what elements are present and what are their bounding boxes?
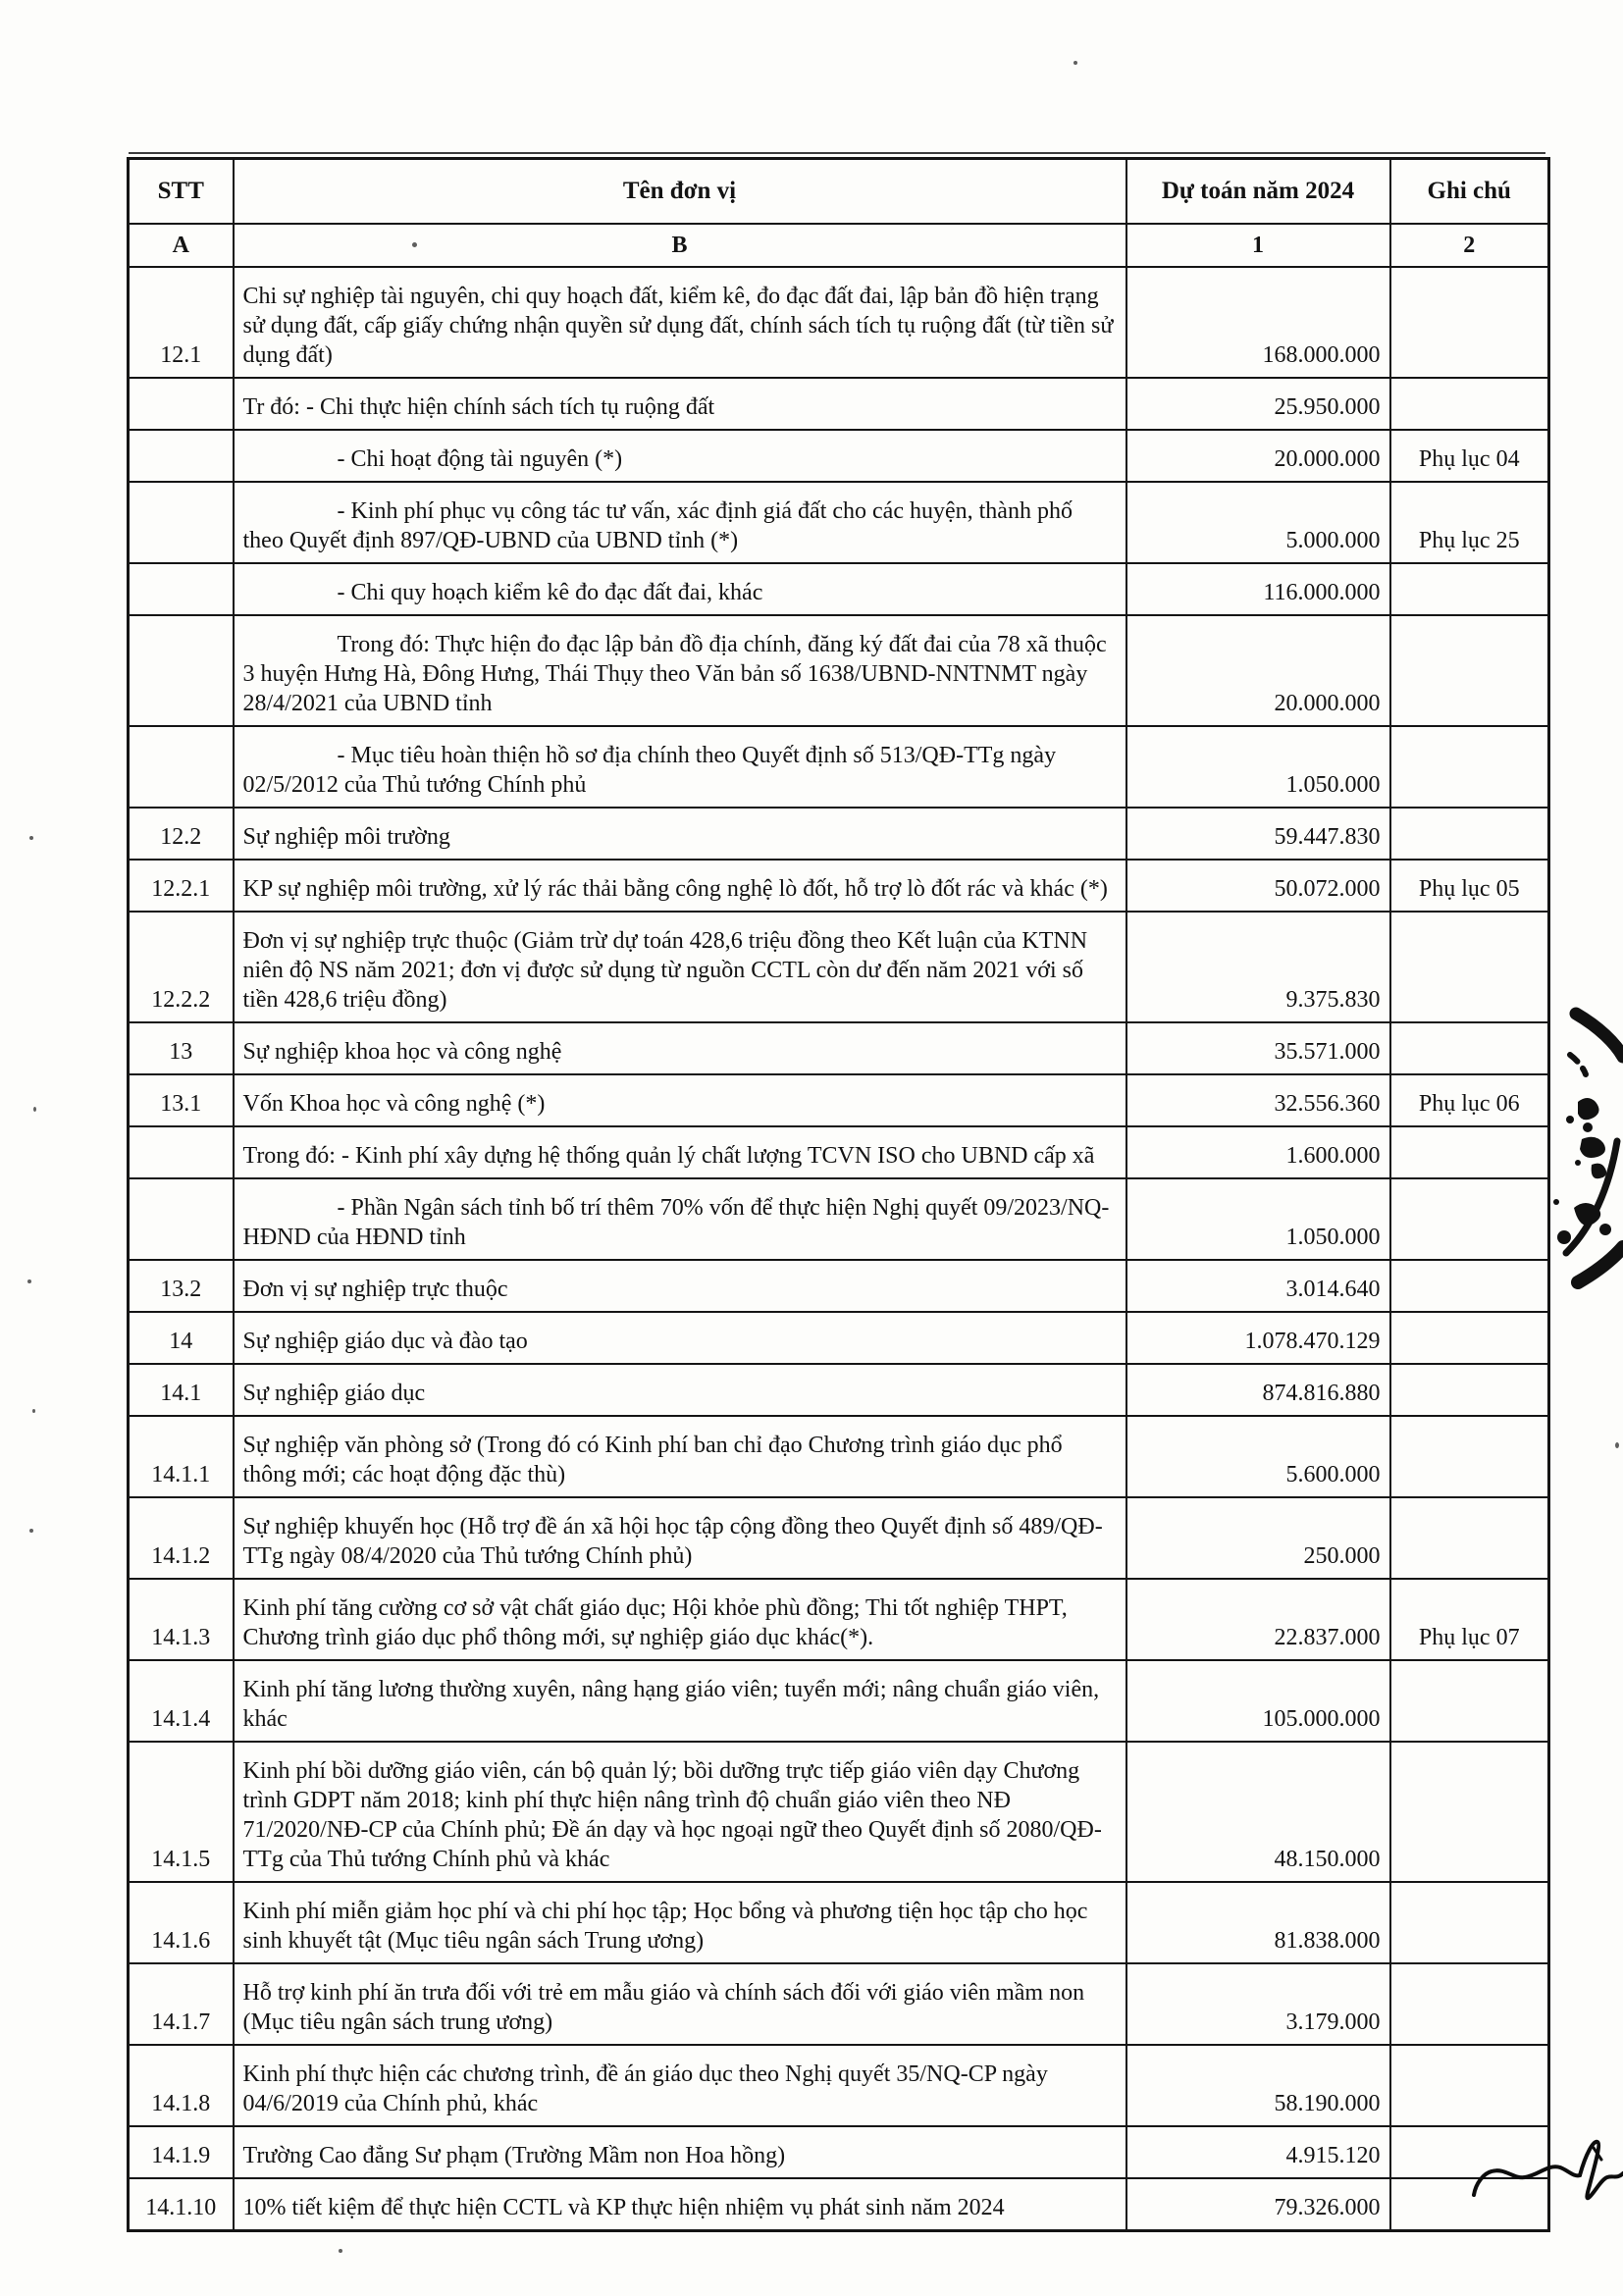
row-name: Sự nghiệp môi trường	[234, 808, 1126, 860]
row-stt: 14	[129, 1312, 234, 1364]
row-name: - Mục tiêu hoàn thiện hồ sơ địa chính theo Quyết định số 513/QĐ-TTg ngày 02/5/2012 của Thủ tướng Chính phủ	[234, 726, 1126, 808]
row-value: 4.915.120	[1126, 2126, 1390, 2178]
row-stt: 14.1.10	[129, 2178, 234, 2231]
row-name: Kinh phí miễn giảm học phí và chi phí học tập; Học bổng và phương tiện học tập cho học sinh khuyết tật (Mục tiêu ngân sách Trung ương)	[234, 1882, 1126, 1963]
row-note	[1390, 563, 1549, 615]
row-name: Sự nghiệp văn phòng sở (Trong đó có Kinh phí ban chỉ đạo Chương trình giáo dục phổ thông mới; các hoạt động đặc thù)	[234, 1416, 1126, 1497]
row-stt: 14.1	[129, 1364, 234, 1416]
table-row	[129, 1312, 1549, 1364]
table-row	[129, 808, 1549, 860]
row-value: 1.600.000	[1126, 1126, 1390, 1178]
row-value: 22.837.000	[1126, 1579, 1390, 1660]
row-name: Sự nghiệp giáo dục	[234, 1364, 1126, 1416]
table-row	[129, 1074, 1549, 1126]
table-row	[129, 1260, 1549, 1312]
row-note	[1390, 615, 1549, 726]
row-stt	[129, 1126, 234, 1178]
header-ghi-chu: Ghi chú	[1390, 159, 1549, 225]
header-col-b: B	[234, 224, 1126, 267]
row-name: Kinh phí bồi dưỡng giáo viên, cán bộ quản lý; bồi dưỡng trực tiếp giáo viên dạy Chương trình GDPT năm 2018; kinh phí thực hiện nâng trình độ chuẩn giáo viên theo NĐ 71/2020/NĐ-CP của Chính phủ; Đề án dạy và học ngoại ngữ theo Quyết định số 2080/QĐ-TTg của Thủ tướng Chính phủ và khác	[234, 1742, 1126, 1882]
table-row	[129, 2178, 1549, 2231]
row-name: Sự nghiệp khuyến học (Hỗ trợ đề án xã hội học tập cộng đồng theo Quyết định số 489/QĐ-TTg ngày 08/4/2020 của Thủ tướng Chính phủ)	[234, 1497, 1126, 1579]
row-value: 48.150.000	[1126, 1742, 1390, 1882]
row-value: 25.950.000	[1126, 378, 1390, 430]
row-value: 9.375.830	[1126, 912, 1390, 1022]
row-stt: 14.1.2	[129, 1497, 234, 1579]
row-name: KP sự nghiệp môi trường, xử lý rác thải bằng công nghệ lò đốt, hỗ trợ lò đốt rác và khác (*)	[234, 860, 1126, 912]
table-row	[129, 615, 1549, 726]
row-name: Đơn vị sự nghiệp trực thuộc	[234, 1260, 1126, 1312]
row-note	[1390, 1022, 1549, 1074]
row-name: Sự nghiệp giáo dục và đào tạo	[234, 1312, 1126, 1364]
row-stt	[129, 726, 234, 808]
scan-speck	[32, 1409, 35, 1413]
row-stt	[129, 378, 234, 430]
row-name: - Chi quy hoạch kiểm kê đo đạc đất đai, khác	[234, 563, 1126, 615]
header-ten-don-vi: Tên đơn vị	[234, 159, 1126, 225]
row-note	[1390, 726, 1549, 808]
scan-speck	[33, 1107, 36, 1112]
row-value: 1.050.000	[1126, 726, 1390, 808]
table-body	[129, 267, 1549, 2231]
row-note: Phụ lục 05	[1390, 860, 1549, 912]
table-row	[129, 563, 1549, 615]
row-stt	[129, 563, 234, 615]
row-stt: 13.1	[129, 1074, 234, 1126]
row-stt	[129, 1178, 234, 1260]
header-col-1: 1	[1126, 224, 1390, 267]
table-row	[129, 1022, 1549, 1074]
row-stt	[129, 482, 234, 563]
row-note	[1390, 2045, 1549, 2126]
row-note: Phụ lục 06	[1390, 1074, 1549, 1126]
row-value: 32.556.360	[1126, 1074, 1390, 1126]
ink-stamp-partial	[1548, 996, 1623, 1310]
row-name: Kinh phí thực hiện các chương trình, đề án giáo dục theo Nghị quyết 35/NQ-CP ngày 04/6/2019 của Chính phủ, khác	[234, 2045, 1126, 2126]
row-stt: 14.1.5	[129, 1742, 234, 1882]
row-stt: 12.2	[129, 808, 234, 860]
table-row	[129, 1660, 1549, 1742]
row-value: 1.050.000	[1126, 1178, 1390, 1260]
scan-speck	[29, 1529, 33, 1533]
row-note	[1390, 1416, 1549, 1497]
row-value: 59.447.830	[1126, 808, 1390, 860]
row-note	[1390, 267, 1549, 378]
row-note	[1390, 808, 1549, 860]
row-value: 79.326.000	[1126, 2178, 1390, 2231]
row-note: Phụ lục 07	[1390, 1579, 1549, 1660]
row-stt: 13	[129, 1022, 234, 1074]
row-note	[1390, 1963, 1549, 2045]
row-note	[1390, 1364, 1549, 1416]
table-row	[129, 482, 1549, 563]
row-name: 10% tiết kiệm để thực hiện CCTL và KP thực hiện nhiệm vụ phát sinh năm 2024	[234, 2178, 1126, 2231]
row-note	[1390, 378, 1549, 430]
scan-speck	[27, 1279, 31, 1283]
row-name: Sự nghiệp khoa học và công nghệ	[234, 1022, 1126, 1074]
table-row	[129, 1178, 1549, 1260]
table-row	[129, 1126, 1549, 1178]
row-value: 50.072.000	[1126, 860, 1390, 912]
scan-speck	[1615, 1442, 1619, 1448]
row-note	[1390, 1660, 1549, 1742]
row-value: 20.000.000	[1126, 430, 1390, 482]
row-value: 81.838.000	[1126, 1882, 1390, 1963]
row-stt: 14.1.3	[129, 1579, 234, 1660]
row-stt: 14.1.1	[129, 1416, 234, 1497]
header-col-a: A	[129, 224, 234, 267]
table-row	[129, 1882, 1549, 1963]
scan-speck	[339, 2249, 342, 2253]
table-row	[129, 1742, 1549, 1882]
row-name: Vốn Khoa học và công nghệ (*)	[234, 1074, 1126, 1126]
row-value: 35.571.000	[1126, 1022, 1390, 1074]
row-name: Kinh phí tăng cường cơ sở vật chất giáo dục; Hội khỏe phù đồng; Thi tốt nghiệp THPT, Chương trình giáo dục phổ thông mới, sự nghiệp giáo dục khác(*).	[234, 1579, 1126, 1660]
row-name: Tr đó: - Chi thực hiện chính sách tích tụ ruộng đất	[234, 378, 1126, 430]
budget-table	[127, 157, 1550, 2232]
row-note	[1390, 1260, 1549, 1312]
row-name: - Kinh phí phục vụ công tác tư vấn, xác định giá đất cho các huyện, thành phố theo Quyết định 897/QĐ-UBND của UBND tỉnh (*)	[234, 482, 1126, 563]
row-stt: 13.2	[129, 1260, 234, 1312]
row-note: Phụ lục 25	[1390, 482, 1549, 563]
table-row	[129, 2126, 1549, 2178]
row-note	[1390, 1497, 1549, 1579]
row-stt	[129, 615, 234, 726]
row-value: 58.190.000	[1126, 2045, 1390, 2126]
row-value: 3.179.000	[1126, 1963, 1390, 2045]
row-stt: 12.1	[129, 267, 234, 378]
table-row	[129, 378, 1549, 430]
row-stt: 12.2.2	[129, 912, 234, 1022]
table-row	[129, 1579, 1549, 1660]
header-col-2: 2	[1390, 224, 1549, 267]
header-du-toan: Dự toán năm 2024	[1126, 159, 1390, 225]
scan-speck	[1073, 61, 1077, 65]
row-stt: 14.1.4	[129, 1660, 234, 1742]
scan-speck	[412, 242, 417, 247]
signature	[1470, 2134, 1623, 2232]
row-stt	[129, 430, 234, 482]
row-note	[1390, 1312, 1549, 1364]
scan-edge-line	[129, 152, 1545, 154]
row-name: Chi sự nghiệp tài nguyên, chi quy hoạch đất, kiểm kê, đo đạc đất đai, lập bản đồ hiện trạng sử dụng đất, cấp giấy chứng nhận quyền sử dụng đất, chính sách tích tụ ruộng đất (từ tiền sử dụng đất)	[234, 267, 1126, 378]
row-value: 1.078.470.129	[1126, 1312, 1390, 1364]
row-name: Kinh phí tăng lương thường xuyên, nâng hạng giáo viên; tuyển mới; nâng chuẩn giáo viên, khác	[234, 1660, 1126, 1742]
row-value: 5.600.000	[1126, 1416, 1390, 1497]
scan-speck	[29, 836, 33, 840]
table-row	[129, 430, 1549, 482]
table-row	[129, 860, 1549, 912]
row-stt: 12.2.1	[129, 860, 234, 912]
row-name: Đơn vị sự nghiệp trực thuộc (Giảm trừ dự toán 428,6 triệu đồng theo Kết luận của KTNN niên độ NS năm 2021; đơn vị được sử dụng từ nguồn CCTL còn dư đến năm 2021 với số tiền 428,6 triệu đồng)	[234, 912, 1126, 1022]
table-row	[129, 912, 1549, 1022]
table-row	[129, 1364, 1549, 1416]
row-value: 168.000.000	[1126, 267, 1390, 378]
row-value: 5.000.000	[1126, 482, 1390, 563]
table-row	[129, 726, 1549, 808]
row-note	[1390, 1742, 1549, 1882]
row-stt: 14.1.6	[129, 1882, 234, 1963]
table-row	[129, 267, 1549, 378]
row-note: Phụ lục 04	[1390, 430, 1549, 482]
row-note	[1390, 912, 1549, 1022]
table-row	[129, 1963, 1549, 2045]
row-name: - Chi hoạt động tài nguyên (*)	[234, 430, 1126, 482]
row-name: Trường Cao đẳng Sư phạm (Trường Mầm non Hoa hồng)	[234, 2126, 1126, 2178]
table-row	[129, 1497, 1549, 1579]
row-stt: 14.1.8	[129, 2045, 234, 2126]
row-name: Trong đó: - Kinh phí xây dựng hệ thống quản lý chất lượng TCVN ISO cho UBND cấp xã	[234, 1126, 1126, 1178]
row-value: 874.816.880	[1126, 1364, 1390, 1416]
row-name: - Phần Ngân sách tỉnh bố trí thêm 70% vốn để thực hiện Nghị quyết 09/2023/NQ-HĐND của HĐND tỉnh	[234, 1178, 1126, 1260]
row-name: Trong đó: Thực hiện đo đạc lập bản đồ địa chính, đăng ký đất đai của 78 xã thuộc 3 huyện Hưng Hà, Đông Hưng, Thái Thụy theo Văn bản số 1638/UBND-NNTNMT ngày 28/4/2021 của UBND tỉnh	[234, 615, 1126, 726]
row-note	[1390, 1126, 1549, 1178]
row-value: 116.000.000	[1126, 563, 1390, 615]
table-row	[129, 2045, 1549, 2126]
row-value: 20.000.000	[1126, 615, 1390, 726]
table-header	[129, 159, 1549, 268]
row-value: 105.000.000	[1126, 1660, 1390, 1742]
table-row	[129, 1416, 1549, 1497]
row-note	[1390, 1178, 1549, 1260]
row-stt: 14.1.9	[129, 2126, 234, 2178]
row-value: 3.014.640	[1126, 1260, 1390, 1312]
row-name: Hỗ trợ kinh phí ăn trưa đối với trẻ em mẫu giáo và chính sách đối với giáo viên mầm non (Mục tiêu ngân sách trung ương)	[234, 1963, 1126, 2045]
row-stt: 14.1.7	[129, 1963, 234, 2045]
row-value: 250.000	[1126, 1497, 1390, 1579]
header-stt: STT	[129, 159, 234, 225]
row-note	[1390, 1882, 1549, 1963]
